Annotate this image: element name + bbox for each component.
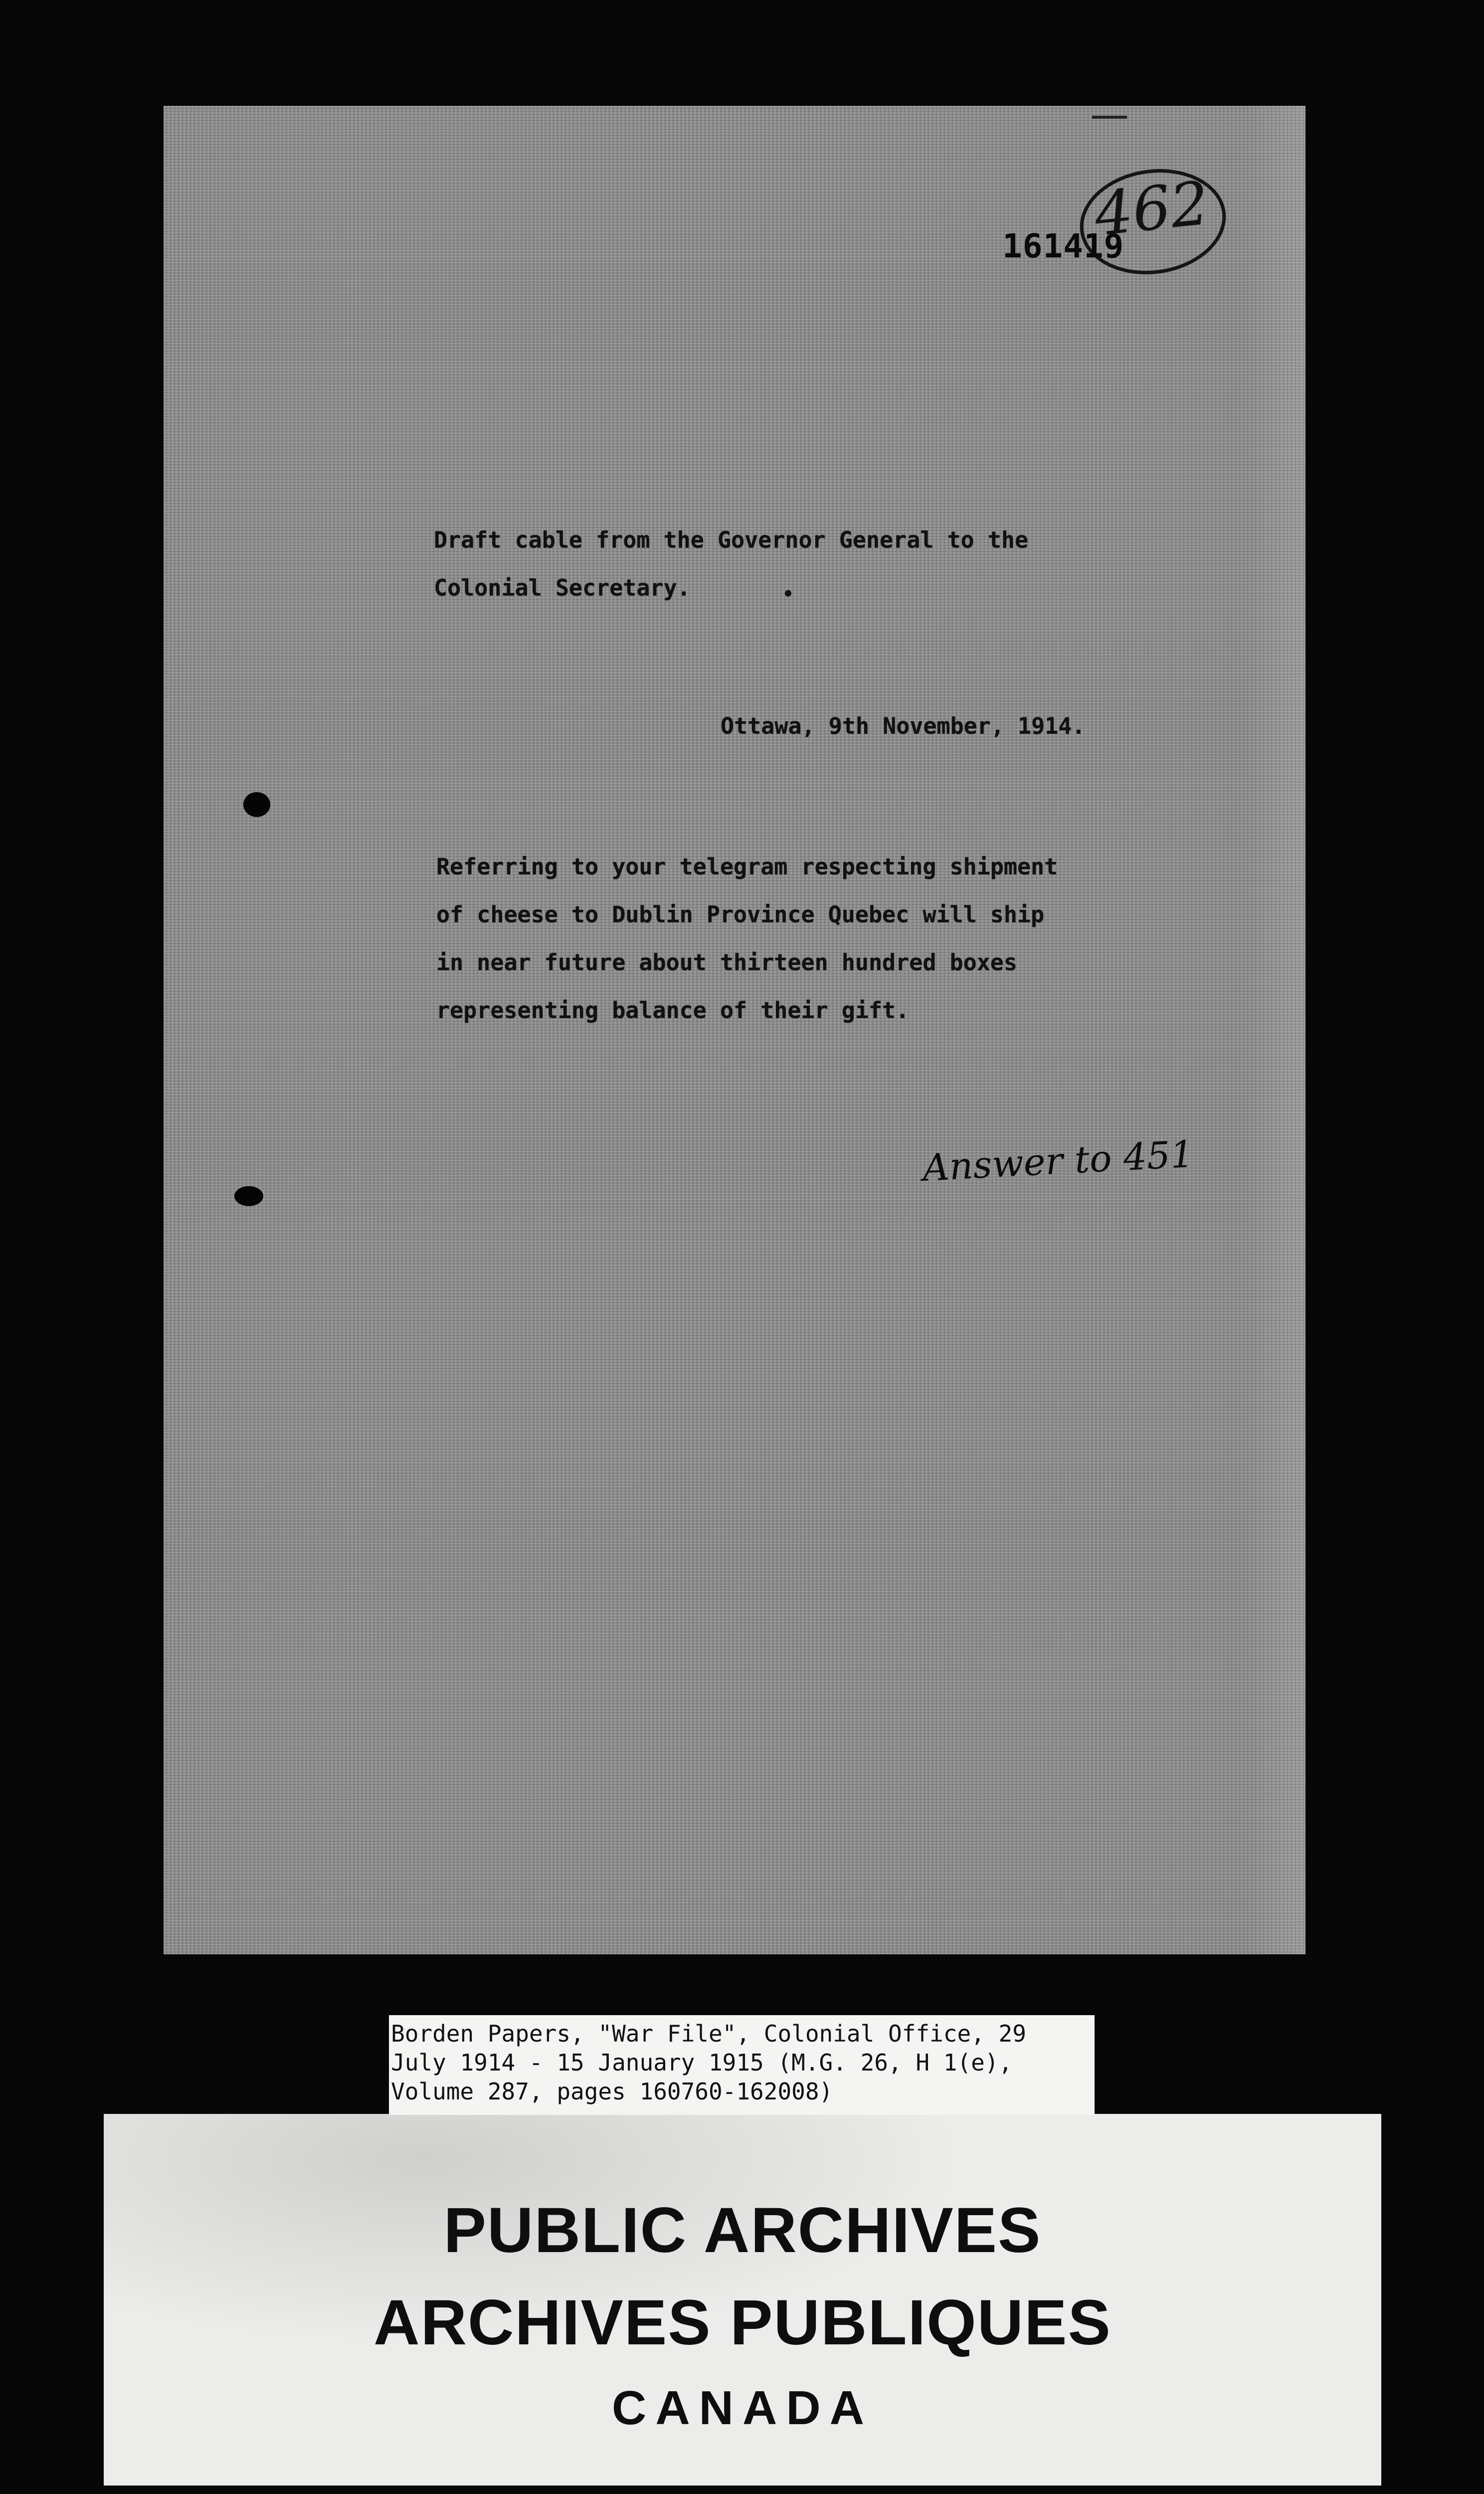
sheet-edge-shadow xyxy=(1247,106,1305,1954)
citation-line: Volume 287, pages 160760-162008) xyxy=(391,2078,833,2105)
body-line: in near future about thirteen hundred boxes xyxy=(436,949,1017,976)
citation-label xyxy=(389,2015,1095,2115)
punch-hole xyxy=(243,792,270,817)
citation-line: July 1914 - 15 January 1915 (M.G. 26, H 1(e), xyxy=(391,2049,1013,2076)
punch-hole xyxy=(234,1186,263,1206)
dateline: Ottawa, 9th November, 1914. xyxy=(721,713,1086,739)
folio-number: 462 xyxy=(1091,169,1212,250)
ink-tick-mark xyxy=(1092,116,1127,119)
handwritten-annotation: Answer to 451 xyxy=(922,1132,1195,1190)
heading-line: Colonial Secretary. xyxy=(434,575,691,601)
placard-line-english: PUBLIC ARCHIVES xyxy=(443,2195,1042,2266)
heading-line: Draft cable from the Governor General to the xyxy=(434,527,1029,553)
body-line: of cheese to Dublin Province Quebec will ship xyxy=(436,901,1045,928)
placard-line-french: ARCHIVES PUBLIQUES xyxy=(373,2287,1112,2358)
body-line: Referring to your telegram respecting shipment xyxy=(436,853,1058,880)
body-line: representing balance of their gift. xyxy=(436,997,910,1024)
ink-dot xyxy=(785,590,791,597)
document-number: 161419 xyxy=(1002,227,1124,265)
cable-body xyxy=(436,843,1058,1035)
citation-line: Borden Papers, "War File", Colonial Office, 29 xyxy=(391,2020,1026,2047)
placard-line-country: CANADA xyxy=(612,2381,873,2435)
archives-placard xyxy=(104,2114,1381,2486)
cable-heading xyxy=(434,516,1028,612)
